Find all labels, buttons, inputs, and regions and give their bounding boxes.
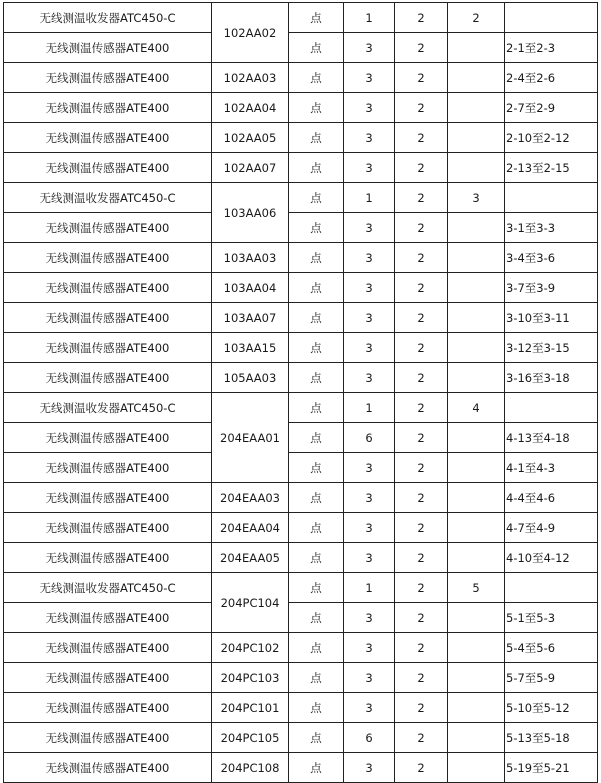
device-code-cell: 204EAA05: [212, 543, 289, 573]
table-row: [4, 723, 598, 753]
device-name-cell: 无线测温收发器ATC450-C: [4, 3, 212, 33]
value-b-cell: [448, 93, 505, 123]
quantity-cell: 3: [344, 243, 395, 273]
value-a-cell: 2: [395, 603, 448, 633]
device-code-cell: 102AA05: [212, 123, 289, 153]
device-name-cell: 无线测温传感器ATE400: [4, 633, 212, 663]
value-b-cell: [448, 453, 505, 483]
value-b-cell: [448, 693, 505, 723]
range-cell: 3-12至3-15: [505, 333, 598, 363]
quantity-cell: 3: [344, 513, 395, 543]
device-code-cell: 204PC101: [212, 693, 289, 723]
value-b-cell: [448, 213, 505, 243]
device-name-cell: 无线测温传感器ATE400: [4, 63, 212, 93]
table-row: [4, 183, 598, 213]
quantity-cell: 1: [344, 573, 395, 603]
device-name-cell: 无线测温传感器ATE400: [4, 243, 212, 273]
device-code-cell: 102AA02: [212, 3, 289, 63]
device-code-cell: 204EAA03: [212, 483, 289, 513]
device-name-cell: 无线测温传感器ATE400: [4, 153, 212, 183]
value-a-cell: 2: [395, 123, 448, 153]
value-a-cell: 2: [395, 33, 448, 63]
device-name-cell: 无线测温收发器ATC450-C: [4, 183, 212, 213]
value-a-cell: 2: [395, 3, 448, 33]
device-code-cell: 204PC105: [212, 723, 289, 753]
unit-cell: 点: [289, 483, 344, 513]
table-row: [4, 393, 598, 423]
value-a-cell: 2: [395, 753, 448, 783]
device-code-cell: 103AA04: [212, 273, 289, 303]
range-cell: 4-7至4-9: [505, 513, 598, 543]
table-row: [4, 153, 598, 183]
value-b-cell: [448, 723, 505, 753]
device-name-cell: 无线测温传感器ATE400: [4, 303, 212, 333]
table-row: [4, 243, 598, 273]
value-b-cell: [448, 63, 505, 93]
value-b-cell: [448, 33, 505, 63]
value-b-cell: 4: [448, 393, 505, 423]
table-row: [4, 543, 598, 573]
value-b-cell: [448, 483, 505, 513]
unit-cell: 点: [289, 273, 344, 303]
quantity-cell: 3: [344, 153, 395, 183]
table-row: [4, 213, 598, 243]
value-a-cell: 2: [395, 153, 448, 183]
device-name-cell: 无线测温传感器ATE400: [4, 33, 212, 63]
value-b-cell: [448, 753, 505, 783]
unit-cell: 点: [289, 753, 344, 783]
table-row: [4, 513, 598, 543]
value-a-cell: 2: [395, 273, 448, 303]
unit-cell: 点: [289, 243, 344, 273]
range-cell: 3-16至3-18: [505, 363, 598, 393]
device-name-cell: 无线测温传感器ATE400: [4, 603, 212, 633]
range-cell: 3-7至3-9: [505, 273, 598, 303]
range-cell: 4-13至4-18: [505, 423, 598, 453]
range-cell: 3-1至3-3: [505, 213, 598, 243]
table-row: [4, 633, 598, 663]
unit-cell: 点: [289, 123, 344, 153]
device-code-cell: 103AA07: [212, 303, 289, 333]
value-a-cell: 2: [395, 63, 448, 93]
device-name-cell: 无线测温传感器ATE400: [4, 333, 212, 363]
unit-cell: 点: [289, 543, 344, 573]
table-row: [4, 753, 598, 783]
unit-cell: 点: [289, 183, 344, 213]
table-row: [4, 573, 598, 603]
unit-cell: 点: [289, 33, 344, 63]
device-name-cell: 无线测温收发器ATC450-C: [4, 393, 212, 423]
device-name-cell: 无线测温传感器ATE400: [4, 483, 212, 513]
value-b-cell: [448, 633, 505, 663]
value-b-cell: [448, 423, 505, 453]
table-row: [4, 3, 598, 33]
range-cell: 2-7至2-9: [505, 93, 598, 123]
device-code-cell: 103AA06: [212, 183, 289, 243]
range-cell: 3-4至3-6: [505, 243, 598, 273]
value-a-cell: 2: [395, 693, 448, 723]
device-code-cell: 103AA03: [212, 243, 289, 273]
quantity-cell: 3: [344, 273, 395, 303]
device-name-cell: 无线测温传感器ATE400: [4, 453, 212, 483]
range-cell: 5-4至5-6: [505, 633, 598, 663]
value-a-cell: 2: [395, 633, 448, 663]
value-b-cell: [448, 333, 505, 363]
table-row: [4, 693, 598, 723]
unit-cell: 点: [289, 723, 344, 753]
table-row: [4, 123, 598, 153]
unit-cell: 点: [289, 603, 344, 633]
device-name-cell: 无线测温传感器ATE400: [4, 693, 212, 723]
range-cell: 5-13至5-18: [505, 723, 598, 753]
quantity-cell: 1: [344, 393, 395, 423]
device-name-cell: 无线测温传感器ATE400: [4, 123, 212, 153]
range-cell: 2-10至2-12: [505, 123, 598, 153]
value-b-cell: [448, 303, 505, 333]
table-row: [4, 363, 598, 393]
quantity-cell: 3: [344, 663, 395, 693]
unit-cell: 点: [289, 423, 344, 453]
range-cell: [505, 183, 598, 213]
unit-cell: 点: [289, 153, 344, 183]
device-code-cell: 204EAA01: [212, 393, 289, 483]
quantity-cell: 3: [344, 633, 395, 663]
equipment-table-body: [4, 3, 598, 783]
value-b-cell: [448, 243, 505, 273]
quantity-cell: 6: [344, 723, 395, 753]
value-b-cell: [448, 363, 505, 393]
value-a-cell: 2: [395, 723, 448, 753]
value-a-cell: 2: [395, 363, 448, 393]
range-cell: 2-1至2-3: [505, 33, 598, 63]
value-a-cell: 2: [395, 243, 448, 273]
quantity-cell: 3: [344, 693, 395, 723]
device-name-cell: 无线测温收发器ATC450-C: [4, 573, 212, 603]
quantity-cell: 6: [344, 423, 395, 453]
quantity-cell: 1: [344, 183, 395, 213]
value-a-cell: 2: [395, 663, 448, 693]
unit-cell: 点: [289, 213, 344, 243]
range-cell: 5-19至5-21: [505, 753, 598, 783]
value-a-cell: 2: [395, 483, 448, 513]
quantity-cell: 3: [344, 483, 395, 513]
value-a-cell: 2: [395, 303, 448, 333]
table-row: [4, 63, 598, 93]
quantity-cell: 3: [344, 213, 395, 243]
device-name-cell: 无线测温传感器ATE400: [4, 93, 212, 123]
value-a-cell: 2: [395, 423, 448, 453]
value-b-cell: [448, 123, 505, 153]
device-name-cell: 无线测温传感器ATE400: [4, 753, 212, 783]
value-a-cell: 2: [395, 93, 448, 123]
unit-cell: 点: [289, 633, 344, 663]
device-code-cell: 102AA03: [212, 63, 289, 93]
table-row: [4, 303, 598, 333]
unit-cell: 点: [289, 303, 344, 333]
value-b-cell: [448, 513, 505, 543]
unit-cell: 点: [289, 693, 344, 723]
device-code-cell: 204PC103: [212, 663, 289, 693]
value-a-cell: 2: [395, 213, 448, 243]
range-cell: 4-1至4-3: [505, 453, 598, 483]
value-a-cell: 2: [395, 543, 448, 573]
unit-cell: 点: [289, 393, 344, 423]
value-b-cell: [448, 603, 505, 633]
unit-cell: 点: [289, 93, 344, 123]
unit-cell: 点: [289, 63, 344, 93]
range-cell: [505, 393, 598, 423]
value-a-cell: 2: [395, 453, 448, 483]
device-name-cell: 无线测温传感器ATE400: [4, 273, 212, 303]
value-a-cell: 2: [395, 513, 448, 543]
value-b-cell: 2: [448, 3, 505, 33]
device-name-cell: 无线测温传感器ATE400: [4, 663, 212, 693]
value-a-cell: 2: [395, 333, 448, 363]
table-row: [4, 453, 598, 483]
unit-cell: 点: [289, 333, 344, 363]
device-code-cell: 204PC104: [212, 573, 289, 633]
unit-cell: 点: [289, 453, 344, 483]
value-a-cell: 2: [395, 183, 448, 213]
quantity-cell: 3: [344, 363, 395, 393]
value-a-cell: 2: [395, 573, 448, 603]
device-code-cell: 102AA04: [212, 93, 289, 123]
device-code-cell: 204PC108: [212, 753, 289, 783]
range-cell: 5-10至5-12: [505, 693, 598, 723]
device-name-cell: 无线测温传感器ATE400: [4, 363, 212, 393]
range-cell: 2-4至2-6: [505, 63, 598, 93]
quantity-cell: 3: [344, 33, 395, 63]
quantity-cell: 3: [344, 543, 395, 573]
range-cell: [505, 573, 598, 603]
device-name-cell: 无线测温传感器ATE400: [4, 543, 212, 573]
device-code-cell: 105AA03: [212, 363, 289, 393]
quantity-cell: 3: [344, 303, 395, 333]
unit-cell: 点: [289, 513, 344, 543]
table-row: [4, 603, 598, 633]
device-name-cell: 无线测温传感器ATE400: [4, 213, 212, 243]
table-row: [4, 663, 598, 693]
value-b-cell: [448, 543, 505, 573]
quantity-cell: 3: [344, 93, 395, 123]
range-cell: 3-10至3-11: [505, 303, 598, 333]
range-cell: 4-10至4-12: [505, 543, 598, 573]
range-cell: [505, 3, 598, 33]
range-cell: 4-4至4-6: [505, 483, 598, 513]
unit-cell: 点: [289, 663, 344, 693]
equipment-table: [3, 2, 598, 783]
quantity-cell: 3: [344, 753, 395, 783]
value-b-cell: [448, 663, 505, 693]
value-b-cell: 5: [448, 573, 505, 603]
device-code-cell: 204PC102: [212, 633, 289, 663]
quantity-cell: 3: [344, 453, 395, 483]
value-b-cell: 3: [448, 183, 505, 213]
quantity-cell: 3: [344, 603, 395, 633]
device-name-cell: 无线测温传感器ATE400: [4, 423, 212, 453]
device-code-cell: 204EAA04: [212, 513, 289, 543]
value-b-cell: [448, 153, 505, 183]
range-cell: 2-13至2-15: [505, 153, 598, 183]
quantity-cell: 3: [344, 333, 395, 363]
unit-cell: 点: [289, 3, 344, 33]
unit-cell: 点: [289, 363, 344, 393]
table-row: [4, 333, 598, 363]
table-row: [4, 93, 598, 123]
table-row: [4, 273, 598, 303]
device-name-cell: 无线测温传感器ATE400: [4, 723, 212, 753]
range-cell: 5-7至5-9: [505, 663, 598, 693]
quantity-cell: 3: [344, 123, 395, 153]
range-cell: 5-1至5-3: [505, 603, 598, 633]
quantity-cell: 1: [344, 3, 395, 33]
device-name-cell: 无线测温传感器ATE400: [4, 513, 212, 543]
unit-cell: 点: [289, 573, 344, 603]
table-row: [4, 33, 598, 63]
table-row: [4, 423, 598, 453]
table-row: [4, 483, 598, 513]
device-code-cell: 103AA15: [212, 333, 289, 363]
value-a-cell: 2: [395, 393, 448, 423]
quantity-cell: 3: [344, 63, 395, 93]
value-b-cell: [448, 273, 505, 303]
device-code-cell: 102AA07: [212, 153, 289, 183]
